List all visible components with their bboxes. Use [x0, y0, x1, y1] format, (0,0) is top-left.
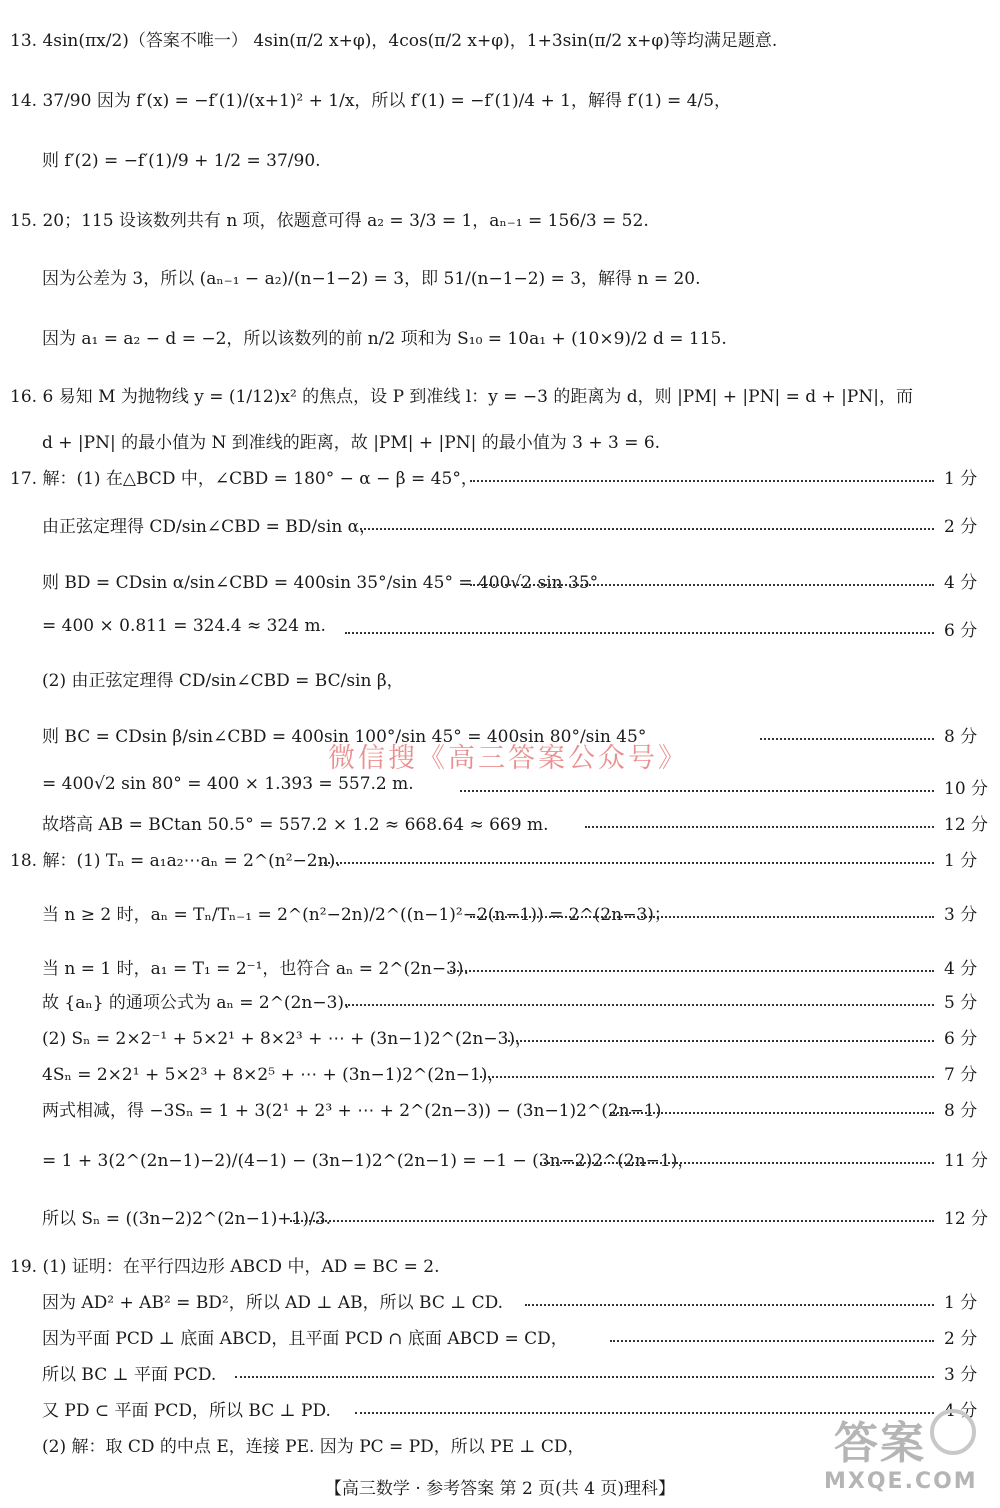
- score-label: 4 分: [944, 959, 978, 979]
- leader-dots: [585, 826, 934, 828]
- leader-dots: [505, 1040, 934, 1042]
- score-label: 12 分: [944, 1209, 989, 1229]
- score-label: 5 分: [944, 993, 978, 1013]
- score-label: 1 分: [944, 851, 978, 871]
- score-label: 12 分: [944, 815, 989, 835]
- leader-dots: [290, 1220, 934, 1222]
- solution-step-q18-8: = 1 + 3(2^(2n−1)−2)/(4−1) − (3n−1)2^(2n−1) = −1 − (3n−2)2^(2n−1)，: [42, 1151, 695, 1171]
- leader-dots: [360, 528, 934, 530]
- solution-step-q17-4: = 400 × 0.811 = 324.4 ≈ 324 m.: [42, 616, 326, 636]
- solution-step-q19-5: 又 PD ⊂ 平面 PCD，所以 BC ⊥ PD.: [42, 1401, 331, 1421]
- leader-dots: [610, 1112, 934, 1114]
- answer-line-q14-a: 14. 37/90 因为 f′(x) = −f′(1)/(x+1)² + 1/x，所以 f′(1) = −f′(1)/4 + 1，解得 f′(1) = 4/5，: [10, 91, 732, 111]
- leader-dots: [470, 584, 934, 586]
- leader-dots: [760, 738, 934, 740]
- leader-dots: [610, 1340, 934, 1342]
- leader-dots: [345, 1004, 934, 1006]
- leader-dots: [450, 970, 934, 972]
- solution-step-q17-1: 17. 解：(1) 在△BCD 中，∠CBD = 180° − α − β = 45°，: [10, 469, 478, 489]
- leader-dots: [470, 916, 934, 918]
- solution-step-q18-4: 故 {aₙ} 的通项公式为 aₙ = 2^(2n−3).: [42, 993, 350, 1013]
- score-label: 2 分: [944, 1329, 978, 1349]
- score-label: 10 分: [944, 779, 989, 799]
- solution-step-q19-6: (2) 解：取 CD 的中点 E，连接 PE. 因为 PC = PD，所以 PE ⊥ CD，: [42, 1437, 585, 1457]
- answer-line-q13: 13. 4sin(πx/2)（答案不唯一） 4sin(π/2 x+φ)，4cos(π/2 x+φ)，1+3sin(π/2 x+φ)等均满足题意.: [10, 31, 778, 51]
- solution-step-q17-2: 由正弦定理得 CD/sin∠CBD = BD/sin α，: [42, 517, 377, 537]
- leader-dots: [345, 632, 934, 634]
- answer-line-q16-a: 16. 6 易知 M 为抛物线 y = (1/12)x² 的焦点，设 P 到准线 l：y = −3 的距离为 d，则 |PM| + |PN| = d + |PN|，而: [10, 387, 913, 407]
- solution-step-q17-5: (2) 由正弦定理得 CD/sin∠CBD = BC/sin β，: [42, 671, 404, 691]
- score-label: 1 分: [944, 1293, 978, 1313]
- answer-line-q15-c: 因为 a₁ = a₂ − d = −2，所以该数列的前 n/2 项和为 S₁₀ = 10a₁ + (10×9)/2 d = 115.: [42, 329, 727, 349]
- score-label: 1 分: [944, 469, 978, 489]
- solution-step-q19-3: 因为平面 PCD ⊥ 底面 ABCD，且平面 PCD ∩ 底面 ABCD = CD，: [42, 1329, 568, 1349]
- leader-dots: [320, 862, 934, 864]
- score-label: 8 分: [944, 1101, 978, 1121]
- solution-step-q19-1: 19. (1) 证明：在平行四边形 ABCD 中，AD = BC = 2.: [10, 1257, 440, 1277]
- logo-circle-icon: [930, 1409, 976, 1455]
- answer-line-q15-b: 因为公差为 3，所以 (aₙ₋₁ − a₂)/(n−1−2) = 3，即 51/(n−1−2) = 3，解得 n = 20.: [42, 269, 701, 289]
- page-footer: 【高三数学 · 参考答案 第 2 页(共 4 页)理科】: [324, 1479, 676, 1499]
- score-label: 11 分: [944, 1151, 989, 1171]
- score-label: 6 分: [944, 621, 978, 641]
- solution-step-q19-2: 因为 AD² + AB² = BD²，所以 AD ⊥ AB，所以 BC ⊥ CD.: [42, 1293, 504, 1313]
- score-label: 4 分: [944, 573, 978, 593]
- solution-step-q19-4: 所以 BC ⊥ 平面 PCD.: [42, 1365, 217, 1385]
- score-label: 8 分: [944, 727, 978, 747]
- score-label: 4 分: [944, 1401, 978, 1421]
- solution-step-q18-7: 两式相减，得 −3Sₙ = 1 + 3(2¹ + 2³ + ⋯ + 2^(2n−3)) − (3n−1)2^(2n−1): [42, 1101, 662, 1121]
- leader-dots: [525, 1304, 934, 1306]
- solution-step-q17-6: 则 BC = CDsin β/sin∠CBD = 400sin 100°/sin 45° = 400sin 80°/sin 45°: [42, 727, 647, 747]
- leader-dots: [540, 1162, 934, 1164]
- solution-step-q18-1: 18. 解：(1) Tₙ = a₁a₂⋯aₙ = 2^(n²−2n).: [10, 851, 341, 871]
- solution-step-q17-8: 故塔高 AB = BCtan 50.5° = 557.2 × 1.2 ≈ 668.64 ≈ 669 m.: [42, 815, 549, 835]
- solution-step-q18-9: 所以 Sₙ = ((3n−2)2^(2n−1)+1)/3.: [42, 1209, 331, 1229]
- solution-step-q18-2: 当 n ≥ 2 时，aₙ = Tₙ/Tₙ₋₁ = 2^(n²−2n)/2^((n−1)²−2(n−1)) = 2^(2n−3)；: [42, 905, 671, 925]
- answer-line-q14-b: 则 f′(2) = −f′(1)/9 + 1/2 = 37/90.: [42, 151, 321, 171]
- leader-dots: [470, 480, 934, 482]
- answer-line-q15-a: 15. 20；115 设该数列共有 n 项，依题意可得 a₂ = 3/3 = 1，aₙ₋₁ = 156/3 = 52.: [10, 211, 649, 231]
- score-label: 3 分: [944, 1365, 978, 1385]
- solution-step-q18-5: (2) Sₙ = 2×2⁻¹ + 5×2¹ + 8×2³ + ⋯ + (3n−1)2^(2n−3)，: [42, 1029, 533, 1049]
- leader-dots: [480, 1076, 934, 1078]
- leader-dots: [235, 1376, 934, 1378]
- leader-dots: [460, 790, 934, 792]
- solution-step-q18-3: 当 n = 1 时，a₁ = T₁ = 2⁻¹，也符合 aₙ = 2^(2n−3).: [42, 959, 469, 979]
- score-label: 2 分: [944, 517, 978, 537]
- logo-domain: MXQE.COM: [824, 1469, 978, 1494]
- score-label: 6 分: [944, 1029, 978, 1049]
- solution-step-q18-6: 4Sₙ = 2×2¹ + 5×2³ + 8×2⁵ + ⋯ + (3n−1)2^(2n−1)，: [42, 1065, 505, 1085]
- answer-line-q16-b: d + |PN| 的最小值为 N 到准线的距离，故 |PM| + |PN| 的最小值为 3 + 3 = 6.: [42, 433, 661, 453]
- solution-step-q17-7: = 400√2 sin 80° = 400 × 1.393 = 557.2 m.: [42, 774, 414, 794]
- logo-mark: 答案: [834, 1418, 926, 1469]
- solution-step-q17-3: 则 BD = CDsin α/sin∠CBD = 400sin 35°/sin 45° = 400√2 sin 35°: [42, 573, 599, 593]
- score-label: 3 分: [944, 905, 978, 925]
- watermark-text: 微信搜《高三答案公众号》: [328, 743, 688, 774]
- score-label: 7 分: [944, 1065, 978, 1085]
